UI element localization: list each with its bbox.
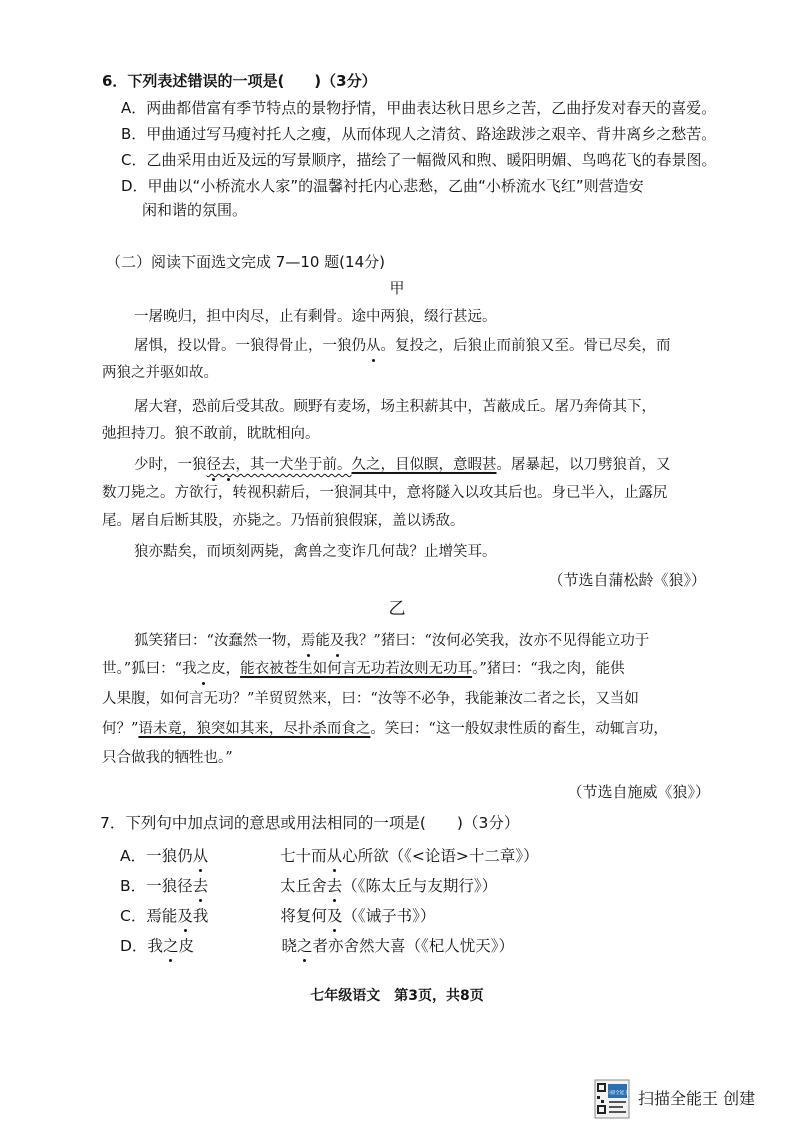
- yi-line-5: 只合做我的牺牲也。”: [102, 750, 233, 766]
- dotted-char: 从: [366, 335, 381, 357]
- section-heading: （二）阅读下面选文完成 7—10 题(14分): [106, 253, 385, 271]
- dotted-char: 之: [197, 658, 212, 680]
- dotted-char: 从: [326, 847, 343, 865]
- dotted-char: 及: [330, 630, 345, 652]
- jia-paragraph-3: 屠大窘，恐前后受其敌。顾野有麦场，场主积薪其中，苫蔽成丘。屠乃奔倚其下，: [134, 399, 656, 415]
- dotted-char: 焉: [301, 630, 316, 652]
- yi-line-4: 何？”语未竟，狼突如其来，尽扑杀而食之。笑曰：“这一般奴隶性质的畜生，动辄言功，: [102, 721, 668, 737]
- dotted-char: 及: [326, 907, 343, 925]
- yi-line-3: 人果腹，如何言无功？”羊贸贸然来，曰：“汝等不必争，我能兼汝二者之长，又当如: [102, 691, 639, 707]
- jia-paragraph-2-cont: 两狼之并驱如故。: [102, 365, 218, 381]
- passage-yi-title: 乙: [388, 599, 406, 619]
- q6-option-d: D．甲曲以“小桥流水人家”的温馨衬托内心悲愁，乙曲“小桥流水飞红”则营造安: [121, 177, 644, 195]
- dotted-char: 去: [192, 877, 209, 895]
- q6-option-b: B．甲曲通过写马瘦衬托人之瘦，从而体现人之清贫、路途跋涉之艰辛、背井离乡之愁苦。: [121, 125, 717, 143]
- yi-line-2: 世。”狐曰：“我之皮，能衣被苍生如何言无功若汝则无功耳。”猪曰：“我之肉，能供: [102, 658, 625, 680]
- jia-paragraph-5: 狼亦黠矣，而顷刻两毙，禽兽之变诈几何哉？止增笑耳。: [134, 544, 497, 560]
- underlined-sentence: 能衣被苍生如何言无功若汝则无功耳: [240, 661, 473, 677]
- jia-paragraph-4-end: 尾。屠自后断其股，亦毙之。乃悟前狼假寐，盖以诱敌。: [102, 513, 465, 529]
- page-number: 七年级语文 第3页，共8页: [310, 988, 484, 1004]
- dotted-char: 去: [221, 454, 236, 476]
- q6-option-a: A．两曲都借富有季节特点的景物抒情，甲曲表达秋日思乡之苦，乙曲抒发对春天的喜爱。: [121, 99, 717, 117]
- q6-stem: 6．下列表述错误的一项是( )（3分）: [102, 72, 377, 90]
- q6-option-c: C．乙曲采用由近及远的写景顺序，描绘了一幅微风和煦、暖阳明媚、鸟鸣花飞的春景图。: [121, 151, 717, 169]
- jia-paragraph-2: 屠惧，投以骨。一狼得骨止，一狼仍从。复投之，后狼止而前狼又至。骨已尽矣，而: [134, 335, 671, 357]
- q6-option-d-cont: 闲和谐的氛围。: [142, 201, 248, 219]
- dotted-char: 径: [207, 454, 222, 476]
- dotted-char: 从: [192, 847, 209, 865]
- passage-jia-title: 甲: [389, 279, 405, 297]
- jia-paragraph-4: 少时，一狼径去，其一犬坐于前。久之，目似瞑，意暇甚。屠暴起，以刀劈狼首，又: [134, 454, 671, 476]
- scanner-logo-text: 扫描全能王: [606, 1091, 629, 1096]
- jia-paragraph-4-cont: 数刀毙之。方欲行，转视积薪后，一狼洞其中，意将隧入以攻其后也。身已半入，止露尻: [102, 485, 668, 501]
- underlined-sentence: 久之，目似瞑，意暇甚: [351, 457, 497, 473]
- yi-source: （节选自施威《狼》）: [567, 783, 710, 801]
- dotted-char: 之: [296, 937, 313, 955]
- jia-paragraph-1: 一屠晚归，担中肉尽，止有剩骨。途中两狼，缀行甚远。: [134, 309, 497, 325]
- dotted-char: 去: [326, 877, 343, 895]
- q7-stem: 7．下列句中加点词的意思或用法相同的一项是( )（3分）: [100, 814, 520, 832]
- q7-option-d: D．我之皮 晓之者亦舍然大喜（《杞人忧天》）: [120, 937, 514, 955]
- dotted-char: 及: [177, 907, 193, 925]
- scanner-watermark-text: 扫描全能王 创建: [638, 1089, 756, 1108]
- underlined-sentence: 语未竟，狼突如其来，尽扑杀而食之: [138, 721, 371, 737]
- scanner-logo-icon: [594, 1079, 630, 1119]
- jia-paragraph-3-cont: 弛担持刀。狼不敢前，眈眈相向。: [102, 426, 320, 442]
- q7-option-c: C．焉能及我 将复何及（《诫子书》）: [120, 907, 436, 925]
- jia-source: （节选自蒲松龄《狼》）: [548, 571, 706, 589]
- q7-option-a: A．一狼仍从 七十而从心所欲（《<论语>十二章》）: [120, 847, 539, 865]
- q7-option-b: B．一狼径去 太丘舍去（《陈太丘与友期行》）: [120, 877, 498, 895]
- yi-line-1: 狐笑猪曰：“汝蠢然一物，焉能及我？”猪曰：“汝何必笑我，汝亦不见得能立功于: [134, 630, 649, 652]
- dotted-char: 之: [162, 937, 179, 955]
